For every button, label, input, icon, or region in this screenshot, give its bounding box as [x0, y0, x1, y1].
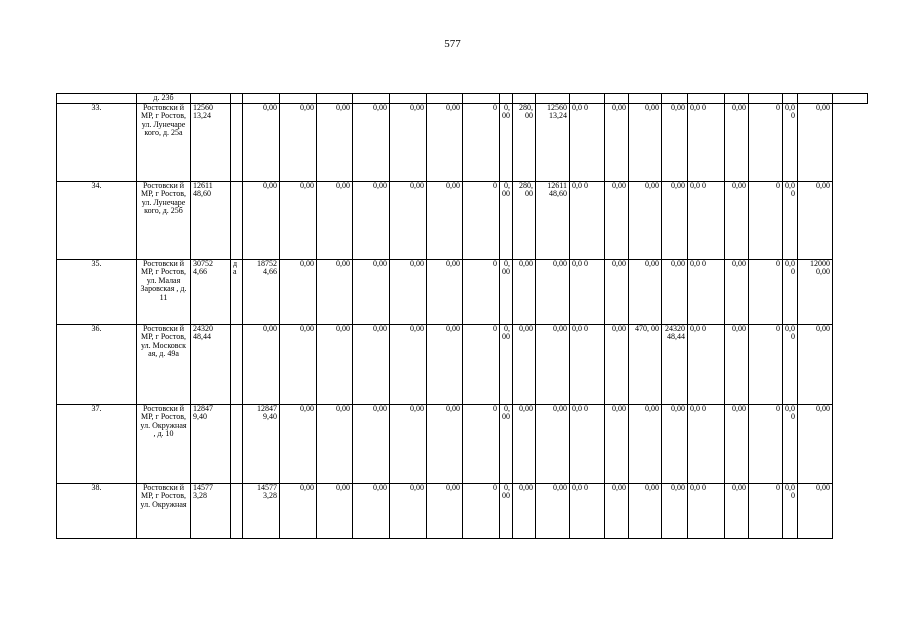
cell-value: 470, 00: [629, 324, 662, 404]
cell-value: [231, 103, 243, 181]
cell-value: 0,0 0: [570, 324, 605, 404]
cell-value: 0,00: [500, 103, 513, 181]
cell-value: 30752 4,66: [191, 259, 231, 324]
table-row: [57, 483, 868, 538]
cell-value: 0,00: [317, 259, 353, 324]
cell-value: 0: [463, 483, 500, 538]
cell-value: 0,00: [605, 181, 629, 259]
cell-value: 0,00: [353, 324, 390, 404]
cell-value: 0,00: [317, 324, 353, 404]
cell-value: 0,00: [629, 483, 662, 538]
table-row: [57, 404, 868, 483]
cell-value: 0,00: [317, 181, 353, 259]
cell-num: 36.: [57, 324, 137, 404]
cell-value: 24320 48,44: [662, 324, 688, 404]
cell-value: [231, 181, 243, 259]
cell-address: Ростовски й МР, г Ростов, ул. Малая Заровская , д. 11: [137, 259, 191, 324]
cell-value: 0,00: [427, 181, 463, 259]
cell-num: 34.: [57, 181, 137, 259]
cell-value: 0,00: [662, 259, 688, 324]
cell-value: 0,0 0: [570, 181, 605, 259]
cell-value: 0,00: [725, 181, 749, 259]
table-row-continuation: [57, 94, 868, 104]
cell-value: 0,00: [500, 483, 513, 538]
cell-value: 0,00: [427, 259, 463, 324]
cell-num: 33.: [57, 103, 137, 181]
cell-value: 0,00: [353, 404, 390, 483]
cell-value: 0,00: [662, 181, 688, 259]
cell-value: 0,00: [798, 181, 833, 259]
cell-value: 280, 00: [513, 103, 536, 181]
cell-value: [231, 324, 243, 404]
cell-value: 0: [749, 181, 783, 259]
cell-value: 24320 48,44: [191, 324, 231, 404]
cell-value: 0,00: [798, 103, 833, 181]
cell-value: 0,00: [783, 181, 798, 259]
cell-value: 0,0 0: [688, 181, 725, 259]
cell-value: 18752 4,66: [243, 259, 280, 324]
cell-value: 0,00: [353, 103, 390, 181]
cell-value: 0,00: [353, 181, 390, 259]
cell-value: 12847 9,40: [243, 404, 280, 483]
cell-value: 0,00: [280, 259, 317, 324]
cell-value: 0,00: [280, 103, 317, 181]
cell-value: 0: [463, 103, 500, 181]
cell-value: 0,00: [513, 404, 536, 483]
cell-value: 0,00: [798, 404, 833, 483]
cell-value: 0: [749, 483, 783, 538]
cell-address: д. 23б: [137, 94, 191, 104]
cell-value: 12847 9,40: [191, 404, 231, 483]
cell-value: 0,00: [243, 181, 280, 259]
cell-value: 0,00: [783, 483, 798, 538]
cell-value: 12560 13,24: [536, 103, 570, 181]
cell-address: Ростовски й МР, г Ростов, ул. Окружная , д. 10: [137, 404, 191, 483]
cell-value: 0,00: [390, 404, 427, 483]
table-row: [57, 103, 868, 181]
cell-value: 0,00: [536, 483, 570, 538]
cell-value: 0,00: [783, 404, 798, 483]
cell-value: 0,00: [500, 404, 513, 483]
cell-value: 0: [463, 181, 500, 259]
cell-value: 0,00: [605, 324, 629, 404]
cell-value: 0,00: [427, 324, 463, 404]
cell-value: 0,00: [317, 404, 353, 483]
cell-value: 0,00: [605, 259, 629, 324]
cell-value: 0,00: [500, 259, 513, 324]
cell-value: 0,00: [798, 324, 833, 404]
cell-value: 0,0 0: [688, 259, 725, 324]
cell-value: 0,00: [629, 181, 662, 259]
cell-num: 37.: [57, 404, 137, 483]
cell-value: 0,00: [783, 103, 798, 181]
cell-value: 0,00: [390, 324, 427, 404]
cell-num: [57, 94, 137, 104]
cell-value: 0,0 0: [688, 483, 725, 538]
cell-value: 0,00: [390, 259, 427, 324]
cell-value: 0,00: [353, 259, 390, 324]
cell-value: 0: [749, 404, 783, 483]
cell-value: 0,0 0: [688, 103, 725, 181]
cell-value: 0,0 0: [688, 404, 725, 483]
cell-value: 0,00: [605, 404, 629, 483]
cell-value: 0,00: [243, 103, 280, 181]
cell-value: 0,00: [629, 404, 662, 483]
cell-value: 0,00: [662, 483, 688, 538]
cell-value: 0,00: [725, 103, 749, 181]
data-table: [56, 93, 868, 539]
cell-value: 0: [749, 324, 783, 404]
cell-value: 0,00: [390, 103, 427, 181]
cell-value: 12000 0,00: [798, 259, 833, 324]
cell-value: 0,00: [427, 404, 463, 483]
cell-value: 0,00: [798, 483, 833, 538]
table-row: [57, 181, 868, 259]
cell-value: 0,00: [280, 324, 317, 404]
cell-value: 0,0 0: [570, 103, 605, 181]
table-row: [57, 259, 868, 324]
cell-value: 0,0 0: [570, 259, 605, 324]
cell-value: 12611 48,60: [536, 181, 570, 259]
cell-value: 0,0 0: [570, 404, 605, 483]
cell-value: 0,00: [280, 483, 317, 538]
cell-value: 12611 48,60: [191, 181, 231, 259]
cell-value: 0,00: [629, 259, 662, 324]
cell-value: 280, 00: [513, 181, 536, 259]
cell-value: 0,00: [390, 181, 427, 259]
cell-num: 35.: [57, 259, 137, 324]
cell-value: 0: [749, 103, 783, 181]
cell-value: 14577 3,28: [191, 483, 231, 538]
cell-value: 0: [463, 324, 500, 404]
cell-value: 0,00: [500, 181, 513, 259]
cell-value: 0: [463, 404, 500, 483]
cell-value: 0,00: [783, 324, 798, 404]
cell-value: 0,0 0: [570, 483, 605, 538]
cell-address: Ростовски й МР, г Ростов, ул. Лунечаре кого, д. 25а: [137, 103, 191, 181]
cell-value: 0,00: [725, 483, 749, 538]
cell-value: 12560 13,24: [191, 103, 231, 181]
cell-num: 38.: [57, 483, 137, 538]
cell-value: 0,00: [662, 404, 688, 483]
cell-value: 0,00: [513, 259, 536, 324]
cell-value: 0,00: [536, 404, 570, 483]
cell-address: Ростовски й МР, г Ростов, ул. Московск ая, д. 49а: [137, 324, 191, 404]
cell-value: 0,00: [280, 404, 317, 483]
cell-address: Ростовски й МР, г Ростов, ул. Окружная: [137, 483, 191, 538]
cell-value: 0: [463, 259, 500, 324]
cell-value: д а: [231, 259, 243, 324]
cell-value: [231, 483, 243, 538]
cell-value: 0,00: [662, 103, 688, 181]
cell-value: 0,0 0: [688, 324, 725, 404]
cell-value: 0,00: [725, 259, 749, 324]
cell-value: 0,00: [317, 483, 353, 538]
cell-value: 0,00: [500, 324, 513, 404]
cell-value: 0,00: [783, 259, 798, 324]
cell-value: 0,00: [629, 103, 662, 181]
cell-value: 0,00: [513, 483, 536, 538]
cell-value: 0,00: [317, 103, 353, 181]
cell-address: Ростовски й МР, г Ростов, ул. Лунечаре кого, д. 25б: [137, 181, 191, 259]
cell-value: 0,00: [725, 324, 749, 404]
cell-value: 0,00: [536, 259, 570, 324]
cell-value: 0,00: [427, 483, 463, 538]
cell-value: 14577 3,28: [243, 483, 280, 538]
cell-value: 0,00: [243, 324, 280, 404]
page-number: 577: [444, 38, 461, 50]
cell-value: 0,00: [513, 324, 536, 404]
cell-value: 0,00: [280, 181, 317, 259]
cell-value: 0,00: [427, 103, 463, 181]
cell-value: 0,00: [725, 404, 749, 483]
cell-value: 0,00: [390, 483, 427, 538]
cell-value: 0: [749, 259, 783, 324]
cell-value: [231, 404, 243, 483]
table-row: [57, 324, 868, 404]
cell-value: 0,00: [605, 483, 629, 538]
cell-value: 0,00: [605, 103, 629, 181]
cell-value: 0,00: [536, 324, 570, 404]
cell-value: 0,00: [353, 483, 390, 538]
